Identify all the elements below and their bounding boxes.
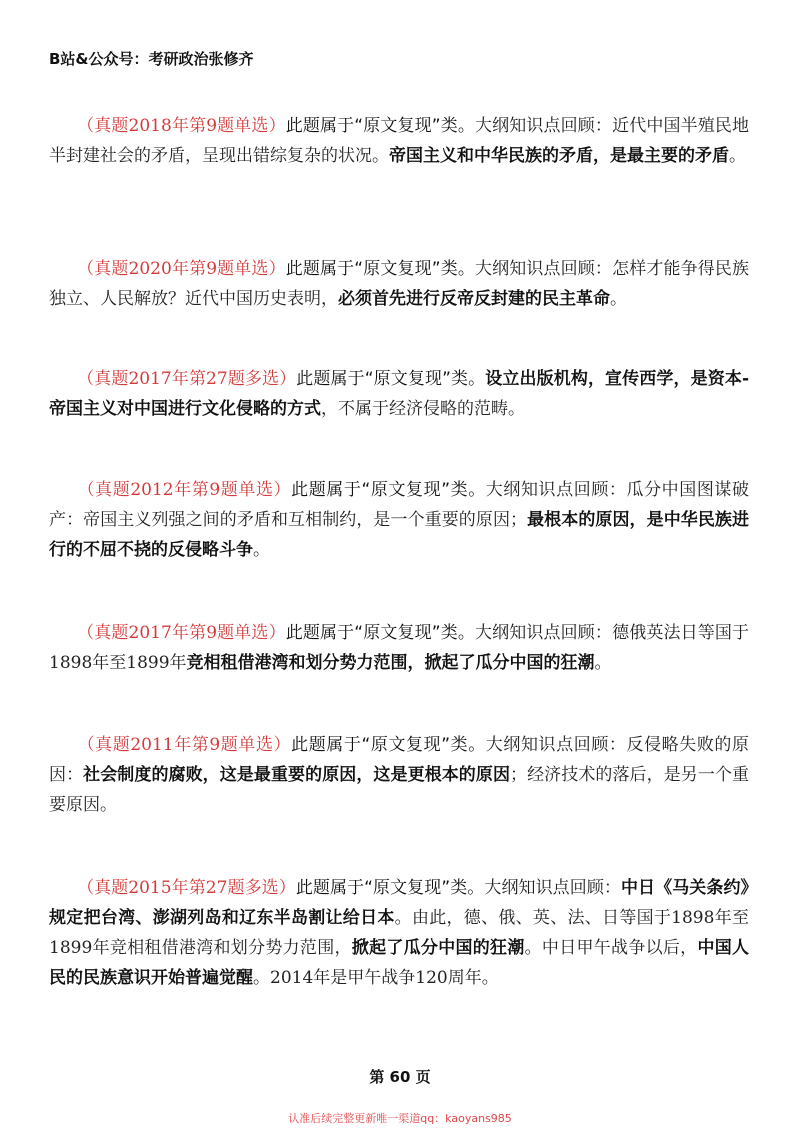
- category-label: 原文复现: [363, 623, 432, 643]
- key-point: 竞相租借港湾和划分势力范围，掀起了瓜分中国的狂潮: [186, 653, 595, 673]
- category-label: 原文复现: [372, 878, 442, 898]
- key-point: 社会制度的腐败，这是最重要的原因，这是更根本的原因: [83, 765, 511, 785]
- question-tag: （真题2017年第27题多选）: [77, 369, 297, 389]
- question-note-6: （真题2011年第9题单选）此题属于“原文复现”类。大纲知识点回顾：反侵略失败的原因：社会制度的腐败，这是最重要的原因，这是更根本的原因；经济技术的落后，是另一个重要原因。: [49, 735, 750, 815]
- key-point: 中日《马关条约》规定把台湾、澎湖列岛和辽东半岛割让给日本: [49, 878, 750, 928]
- question-tag: （真题2020年第9题单选）: [77, 259, 286, 279]
- question-note-3: （真题2017年第27题多选）此题属于“原文复现”类。设立出版机构，宣传西学，是资本-帝国主义对中国进行文化侵略的方式，不属于经济侵略的范畴。: [49, 369, 750, 419]
- question-note-4: （真题2012年第9题单选）此题属于“原文复现”类。大纲知识点回顾：瓜分中国图谋破产：帝国主义列强之间的矛盾和互相制约，是一个重要的原因；最根本的原因，是中华民族进行的不屈不挠的反侵略斗争。: [49, 480, 750, 560]
- key-point: 必须首先进行反帝反封建的民主革命: [338, 289, 610, 309]
- footer-notice: 认准后续完整更新唯一渠道qq：kaoyans985: [288, 1112, 512, 1125]
- question-note-2: （真题2020年第9题单选）此题属于“原文复现”类。大纲知识点回顾：怎样才能争得民族独立、人民解放？近代中国历史表明，必须首先进行反帝反封建的民主革命。: [49, 259, 750, 309]
- question-tag: （真题2018年第9题单选）: [77, 116, 286, 136]
- question-tag: （真题2015年第27题多选）: [77, 878, 296, 898]
- key-point: 设立出版机构，宣传西学，是资本-帝国主义对中国进行文化侵略的方式: [49, 369, 750, 419]
- question-tag: （真题2012年第9题单选）: [77, 480, 292, 500]
- category-label: 原文复现: [370, 480, 442, 500]
- page-header: B站&公众号：考研政治张修齐: [49, 50, 254, 68]
- key-point: 最根本的原因，是中华民族进行的不屈不挠的反侵略斗争: [49, 510, 750, 560]
- question-note-5: （真题2017年第9题单选）此题属于“原文复现”类。大纲知识点回顾：德俄英法日等国于1898年至1899年竞相租借港湾和划分势力范围，掀起了瓜分中国的狂潮。: [49, 623, 750, 673]
- key-point: 中国人民的民族意识开始普遍觉醒: [49, 938, 750, 988]
- category-label: 原文复现: [370, 735, 442, 755]
- category-label: 原文复现: [363, 259, 432, 279]
- key-point: 掀起了瓜分中国的狂潮: [351, 938, 525, 958]
- page-number: 第 60 页: [369, 1068, 431, 1086]
- question-note-1: （真题2018年第9题单选）此题属于“原文复现”类。大纲知识点回顾：近代中国半殖民地半封建社会的矛盾，呈现出错综复杂的状况。帝国主义和中华民族的矛盾，是最主要的矛盾。: [49, 116, 750, 166]
- key-point: 帝国主义和中华民族的矛盾，是最主要的矛盾: [389, 146, 729, 166]
- category-label: 原文复现: [373, 369, 443, 389]
- question-tag: （真题2011年第9题单选）: [77, 735, 292, 755]
- question-tag: （真题2017年第9题单选）: [77, 623, 286, 643]
- question-note-7: （真题2015年第27题多选）此题属于“原文复现”类。大纲知识点回顾：中日《马关条约》规定把台湾、澎湖列岛和辽东半岛割让给日本。由此，德、俄、英、法、日等国于1898年至1899年竞相租借港湾和划分势力范围，掀起了瓜分中国的狂潮。中日甲午战争以后，中国人民的民族意识开始普遍觉醒。2014年是甲午战争120周年。: [49, 878, 750, 988]
- category-label: 原文复现: [363, 116, 432, 136]
